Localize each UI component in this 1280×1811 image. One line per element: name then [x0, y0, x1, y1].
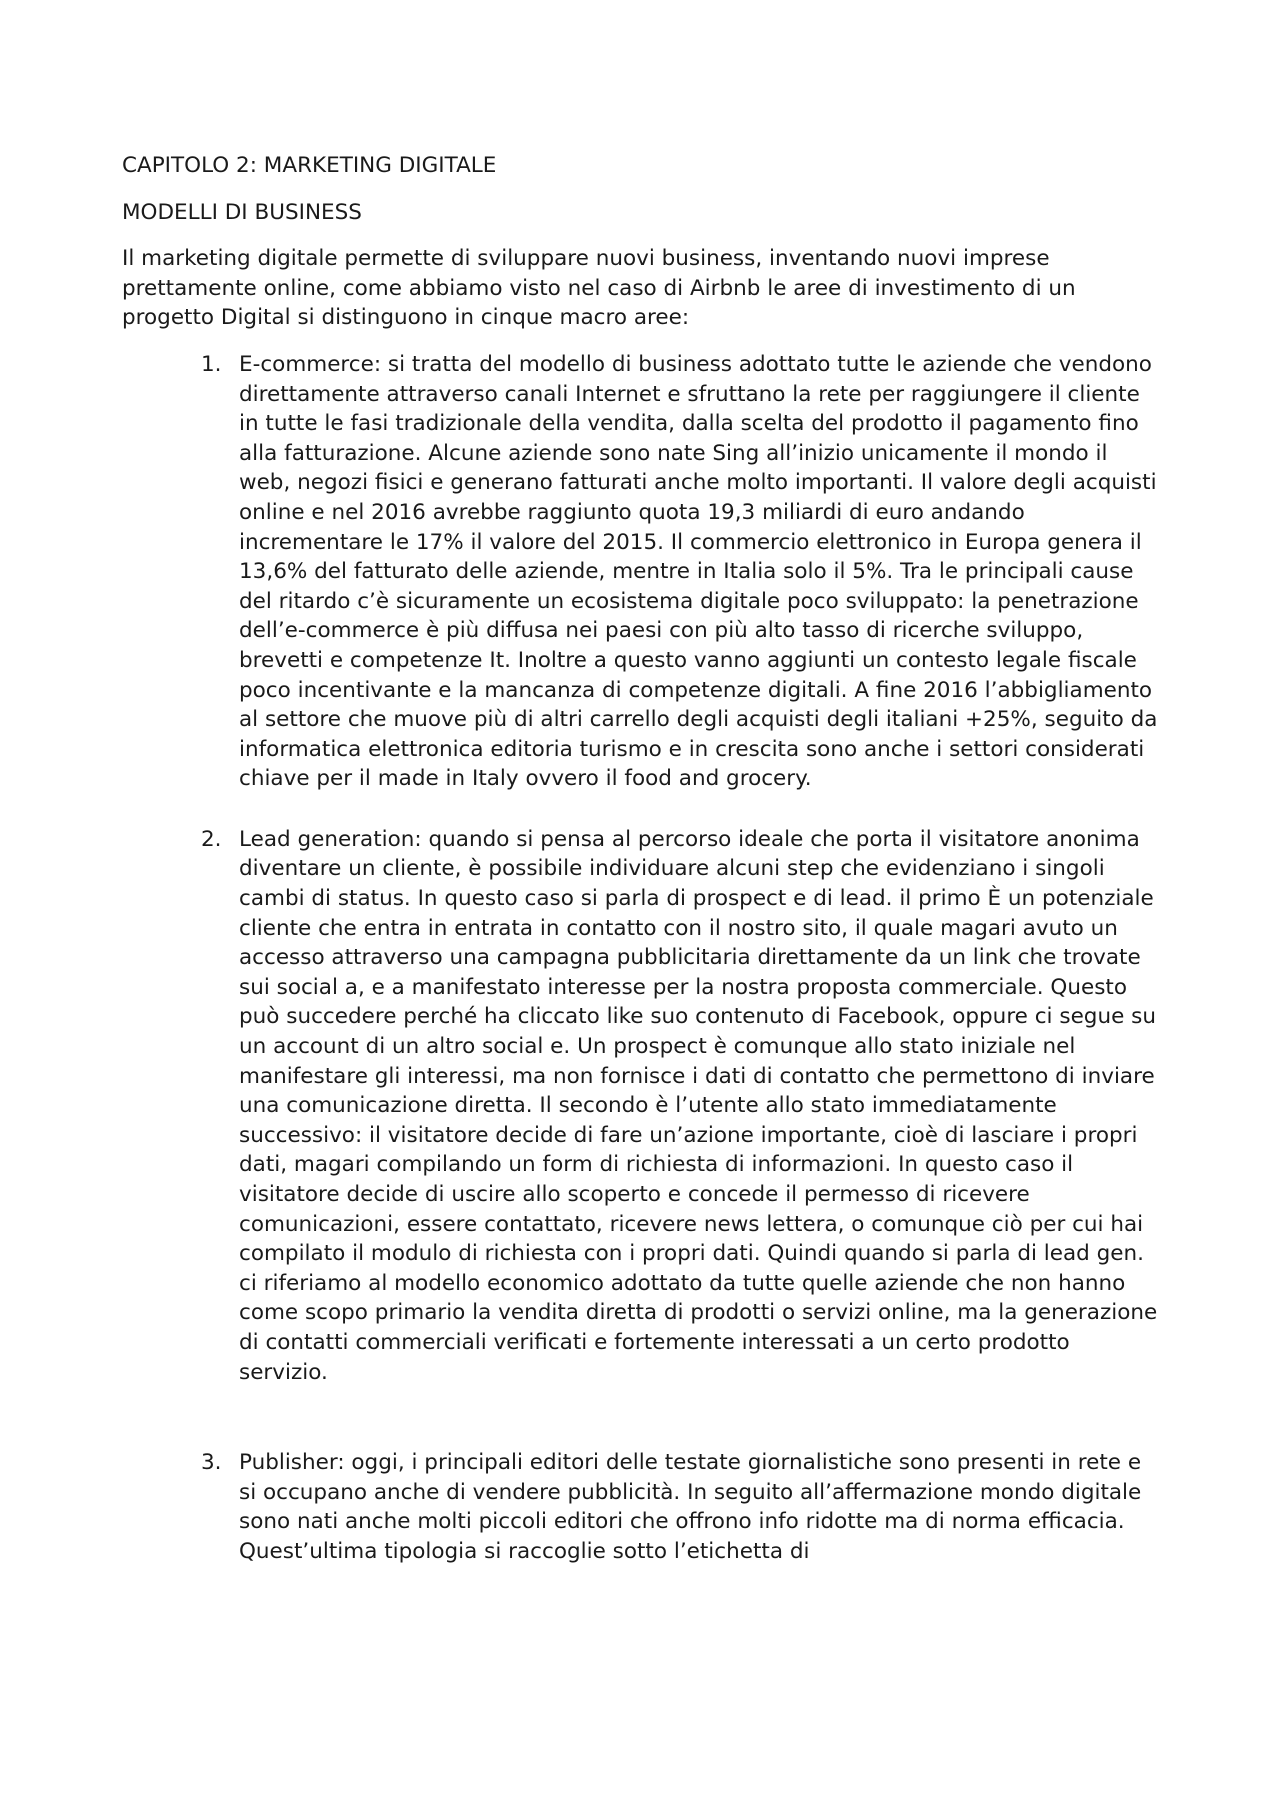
business-models-list — [122, 350, 1162, 1567]
list-item-number: 3. — [201, 1450, 222, 1476]
list-item-text: E-commerce: si tratta del modello di business adottato tutte le aziende che vendono direttamente attraverso canali Internet e sfruttano la rete per raggiungere il cliente in tutte le fasi tradizionale della vendita, dalla scelta del prodotto il pagamento fino alla fatturazione. Alcune aziende sono nate Sing all’inizio unicamente il mondo il web, negozi fisici e generano fatturati anche molto importanti. Il valore degli acquisti online e nel 2016 avrebbe raggiunto quota 19,3 miliardi di euro andando incrementare le 17% il valore del 2015. Il commercio elettronico in Europa genera il 13,6% del fatturato delle aziende, mentre in Italia solo il 5%. Tra le principali cause del ritardo c’è sicuramente un ecosistema digitale poco sviluppato: la penetrazione dell’e-commerce è più diffusa nei paesi con più alto tasso di ricerche sviluppo, brevetti e competenze It. Inoltre a questo vanno aggiunti un contesto legale fiscale poco incentivante e la mancanza di competenze digitali. A fine 2016 l’abbigliamento al settore che muove più di altri carrello degli acquisti degli italiani +25%, seguito da informatica elettronica editoria turismo e in crescita sono anche i settori considerati chiave per il made in Italy ovvero il food and grocery. — [239, 351, 1158, 792]
intro-paragraph: Il marketing digitale permette di sviluppare nuovi business, inventando nuovi imprese prettamente online, come abbiamo visto nel caso di Airbnb le aree di investimento di un progetto Digital si distinguono in cinque macro aree: — [122, 246, 1076, 331]
list-item-text: Lead generation: quando si pensa al percorso ideale che porta il visitatore anonima diventare un cliente, è possibile individuare alcuni step che evidenziano i singoli cambi di status. In questo caso si parla di prospect e di lead. il primo È un potenziale cliente che entra in entrata in contatto con il nostro sito, il quale magari avuto un accesso attraverso una campagna pubblicitaria direttamente da un link che trovate sui social a, e a manifestato interesse per la nostra proposta commerciale. Questo può succedere perché ha cliccato like suo contenuto di Facebook, oppure ci segue su un account di un altro social e. Un prospect è comunque allo stato iniziale nel manifestare gli interessi, ma non fornisce i dati di contatto che permettono di inviare una comunicazione diretta. Il secondo è l’utente allo stato immediatamente successivo: il visitatore decide di fare un’azione importante, cioè di lasciare i propri dati, magari compilando un form di richiesta di informazioni. In questo caso il visitatore decide di uscire allo scoperto e concede il permesso di ricevere comunicazioni, essere contattato, ricevere news lettera, o comunque ciò per cui hai compilato il modulo di richiesta con i propri dati. Quindi quando si parla di lead gen. ci riferiamo al modello economico adottato da tutte quelle aziende che non hanno come scopo primario la vendita diretta di prodotti o servizi online, ma la generazione di contatti commerciali verificati e fortemente interessati a un certo prodotto servizio. — [239, 826, 1158, 1385]
chapter-title: CAPITOLO 2: MARKETING DIGITALE — [122, 153, 497, 178]
list-item-text: Publisher: oggi, i principali editori delle testate giornalistiche sono presenti in rete e si occupano anche di vendere pubblicità. In seguito all’affermazione mondo digitale sono nati anche molti piccoli editori che offrono info ridotte ma di norma efficacia. Quest’ultima tipologia si raccoglie sotto l’etichetta di — [239, 1450, 1142, 1564]
list-item-number: 1. — [201, 351, 222, 377]
list-item — [122, 1448, 1162, 1566]
list-item — [122, 350, 1162, 794]
list-item — [122, 825, 1162, 1387]
document-body — [122, 151, 1162, 1567]
section-title: MODELLI DI BUSINESS — [122, 199, 362, 225]
list-item-number: 2. — [201, 826, 222, 852]
